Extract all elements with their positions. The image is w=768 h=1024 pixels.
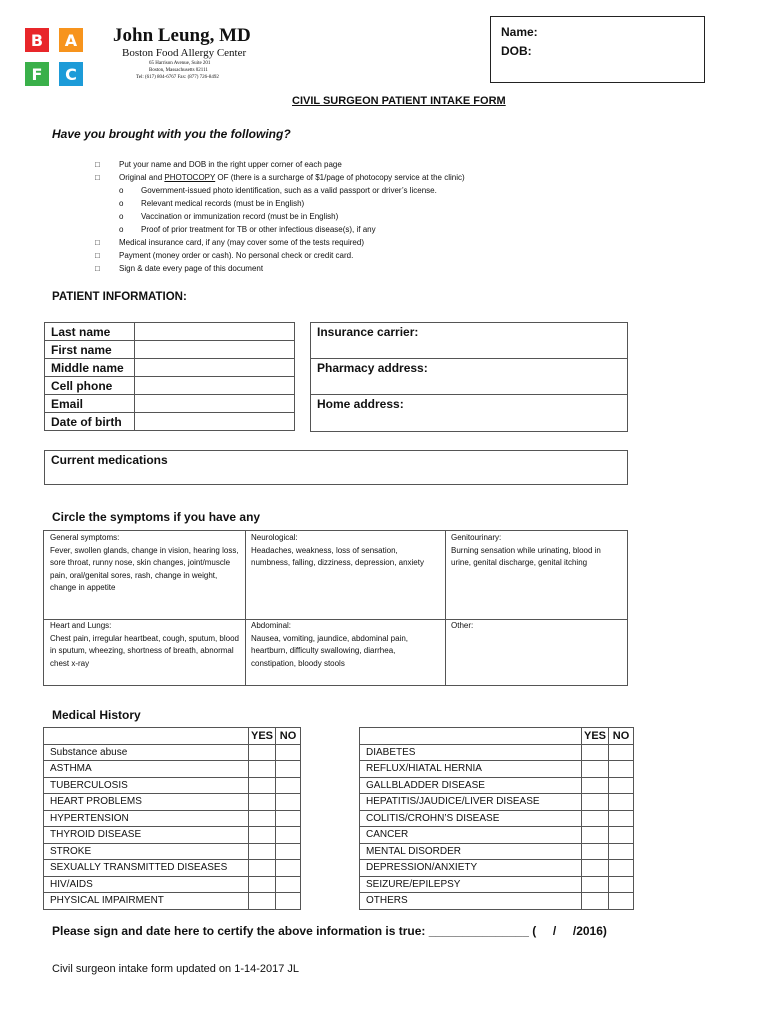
table-row xyxy=(44,777,301,794)
table-row xyxy=(360,893,634,910)
current-medications-field[interactable]: Current medications xyxy=(44,450,628,485)
condition-label: REFLUX/HIATAL HERNIA xyxy=(360,761,582,778)
no-header: NO xyxy=(276,728,301,745)
yes-checkbox[interactable] xyxy=(581,860,608,877)
yes-checkbox[interactable] xyxy=(248,843,275,860)
yes-checkbox[interactable] xyxy=(248,744,275,761)
bullet-icon: o xyxy=(119,186,124,195)
table-row xyxy=(44,810,301,827)
name-label: Name: xyxy=(501,25,538,39)
condition-label: HYPERTENSION xyxy=(44,810,249,827)
medical-history-right-table xyxy=(359,727,634,910)
table-row xyxy=(44,860,301,877)
condition-label: GALLBLADDER DISEASE xyxy=(360,777,582,794)
table-row xyxy=(44,893,301,910)
form-title: CIVIL SURGEON PATIENT INTAKE FORM xyxy=(292,95,506,107)
no-checkbox[interactable] xyxy=(609,893,634,910)
heart-lungs-cell[interactable]: Heart and Lungs: Chest pain, irregular heartbeat, cough, sputum, blood in sputum, wheezing, shortness of breath, abnormal chest x-ray xyxy=(50,621,240,668)
table-row xyxy=(44,827,301,844)
dob-input[interactable] xyxy=(135,413,295,431)
yes-checkbox[interactable] xyxy=(581,827,608,844)
no-checkbox[interactable] xyxy=(609,876,634,893)
no-checkbox[interactable] xyxy=(276,843,301,860)
table-row xyxy=(360,876,634,893)
medical-history-heading: Medical History xyxy=(52,708,141,722)
table-row xyxy=(44,843,301,860)
logo-tile-a: A xyxy=(59,28,83,52)
yes-checkbox[interactable] xyxy=(581,843,608,860)
condition-label: OTHERS xyxy=(360,893,582,910)
no-checkbox[interactable] xyxy=(609,777,634,794)
logo-tile-b: B xyxy=(25,28,49,52)
address-line1: 65 Harrison Avenue, Suite 201 xyxy=(149,61,211,66)
bullet-icon: o xyxy=(119,225,124,234)
table-row xyxy=(44,744,301,761)
general-symptoms-cell[interactable]: General symptoms: Fever, swollen glands, change in vision, hearing loss, sore throat, runny nose, skin changes, joint/muscle pain, oral/genital sores, rash, change in weight, change in appetite xyxy=(50,533,239,592)
table-row xyxy=(44,794,301,811)
home-address-field[interactable]: Home address: xyxy=(317,397,404,411)
table-row xyxy=(44,876,301,893)
table-row xyxy=(45,323,295,341)
condition-label: STROKE xyxy=(44,843,249,860)
no-checkbox[interactable] xyxy=(609,860,634,877)
table-row xyxy=(360,860,634,877)
field-label: First name xyxy=(45,341,135,359)
no-checkbox[interactable] xyxy=(276,794,301,811)
checkbox-icon[interactable]: □ xyxy=(95,251,100,260)
condition-label: TUBERCULOSIS xyxy=(44,777,249,794)
table-header-row xyxy=(360,728,634,745)
condition-label: COLITIS/CROHN’S DISEASE xyxy=(360,810,582,827)
middle-name-input[interactable] xyxy=(135,359,295,377)
footer-note: Civil surgeon intake form updated on 1-14-2017 JL xyxy=(52,963,300,975)
symptoms-heading: Circle the symptoms if you have any xyxy=(52,510,261,524)
no-checkbox[interactable] xyxy=(609,794,634,811)
table-row xyxy=(360,761,634,778)
symptoms-table xyxy=(43,530,628,686)
no-checkbox[interactable] xyxy=(276,744,301,761)
table-row xyxy=(360,744,634,761)
table-row xyxy=(45,395,295,413)
table-row xyxy=(45,341,295,359)
no-checkbox[interactable] xyxy=(609,810,634,827)
condition-label: HEPATITIS/JAUDICE/LIVER DISEASE xyxy=(360,794,582,811)
cell-phone-input[interactable] xyxy=(135,377,295,395)
no-checkbox[interactable] xyxy=(609,761,634,778)
table-row xyxy=(45,413,295,431)
field-label: Date of birth xyxy=(45,413,135,431)
field-label: Email xyxy=(45,395,135,413)
bullet-icon: o xyxy=(119,199,124,208)
condition-label: PHYSICAL IMPAIRMENT xyxy=(44,893,249,910)
patient-info-table xyxy=(44,322,295,431)
yes-checkbox[interactable] xyxy=(248,794,275,811)
condition-label: ASTHMA xyxy=(44,761,249,778)
yes-checkbox[interactable] xyxy=(248,827,275,844)
doctor-name: John Leung, MD xyxy=(113,25,251,46)
patient-info-heading: PATIENT INFORMATION: xyxy=(52,291,187,303)
yes-checkbox[interactable] xyxy=(581,893,608,910)
other-cell[interactable]: Other: xyxy=(451,621,474,630)
field-label: Last name xyxy=(45,323,135,341)
table-row xyxy=(360,810,634,827)
condition-label: CANCER xyxy=(360,827,582,844)
field-label: Middle name xyxy=(45,359,135,377)
checklist-heading: Have you brought with you the following? xyxy=(52,127,291,141)
no-checkbox[interactable] xyxy=(276,810,301,827)
condition-label: SEIZURE/EPILEPSY xyxy=(360,876,582,893)
checkbox-icon[interactable]: □ xyxy=(95,264,100,273)
table-row xyxy=(360,794,634,811)
dob-label: DOB: xyxy=(501,44,532,58)
no-checkbox[interactable] xyxy=(609,843,634,860)
no-checkbox[interactable] xyxy=(276,893,301,910)
signature-line[interactable]: Please sign and date here to certify the above information is true: _______________ ( / /2016) xyxy=(52,924,607,938)
yes-checkbox[interactable] xyxy=(248,777,275,794)
yes-checkbox[interactable] xyxy=(581,810,608,827)
medical-history-left-table xyxy=(43,727,301,910)
table-row xyxy=(45,359,295,377)
logo-tile-c: C xyxy=(59,62,83,86)
yes-header: YES xyxy=(581,728,608,745)
insurance-box xyxy=(310,322,628,432)
no-checkbox[interactable] xyxy=(276,860,301,877)
yes-checkbox[interactable] xyxy=(248,893,275,910)
last-name-input[interactable] xyxy=(135,323,295,341)
yes-checkbox[interactable] xyxy=(248,761,275,778)
logo-tile-f: F xyxy=(25,62,49,86)
checkbox-icon[interactable]: □ xyxy=(95,160,100,169)
abdominal-cell[interactable]: Abdominal: Nausea, vomiting, jaundice, abdominal pain, heartburn, difficulty swallowing, diarrhea, constipation, bloody stools xyxy=(251,621,408,668)
yes-checkbox[interactable] xyxy=(248,860,275,877)
table-row xyxy=(360,827,634,844)
table-row xyxy=(360,843,634,860)
condition-label: Substance abuse xyxy=(44,744,249,761)
checkbox-icon[interactable]: □ xyxy=(95,173,100,182)
address-line2: Boston, Massachusetts 02111 xyxy=(149,68,208,73)
condition-label: HEART PROBLEMS xyxy=(44,794,249,811)
yes-header: YES xyxy=(248,728,275,745)
yes-checkbox[interactable] xyxy=(581,777,608,794)
table-row xyxy=(45,377,295,395)
insurance-carrier-field[interactable]: Insurance carrier: xyxy=(311,323,627,359)
no-checkbox[interactable] xyxy=(276,876,301,893)
no-header: NO xyxy=(609,728,634,745)
condition-label: DEPRESSION/ANXIETY xyxy=(360,860,582,877)
center-name: Boston Food Allergy Center xyxy=(122,47,247,59)
no-checkbox[interactable] xyxy=(609,744,634,761)
table-row xyxy=(360,777,634,794)
no-checkbox[interactable] xyxy=(276,761,301,778)
no-checkbox[interactable] xyxy=(276,777,301,794)
yes-checkbox[interactable] xyxy=(581,876,608,893)
yes-checkbox[interactable] xyxy=(248,876,275,893)
checkbox-icon[interactable]: □ xyxy=(95,238,100,247)
condition-label: MENTAL DISORDER xyxy=(360,843,582,860)
table-header-row xyxy=(44,728,301,745)
yes-checkbox[interactable] xyxy=(581,761,608,778)
yes-checkbox[interactable] xyxy=(581,794,608,811)
bullet-icon: o xyxy=(119,212,124,221)
condition-label: SEXUALLY TRANSMITTED DISEASES xyxy=(44,860,249,877)
name-dob-box[interactable] xyxy=(490,16,705,83)
condition-label: HIV/AIDS xyxy=(44,876,249,893)
condition-label: DIABETES xyxy=(360,744,582,761)
no-checkbox[interactable] xyxy=(609,827,634,844)
pharmacy-address-field[interactable]: Pharmacy address: xyxy=(311,359,627,395)
yes-checkbox[interactable] xyxy=(248,810,275,827)
email-input[interactable] xyxy=(135,395,295,413)
phone-line: Tel: (617) 804-6767 Fax: (877) 726-8492 xyxy=(136,75,219,80)
genitourinary-cell[interactable]: Genitourinary: Burning sensation while urinating, blood in urine, genital discharge, genital itching xyxy=(451,533,601,567)
yes-checkbox[interactable] xyxy=(581,744,608,761)
first-name-input[interactable] xyxy=(135,341,295,359)
no-checkbox[interactable] xyxy=(276,827,301,844)
table-row xyxy=(44,761,301,778)
neurological-cell[interactable]: Neurological: Headaches, weakness, loss of sensation, numbness, falling, dizziness, depression, anxiety xyxy=(251,533,424,567)
field-label: Cell phone xyxy=(45,377,135,395)
condition-label: THYROID DISEASE xyxy=(44,827,249,844)
